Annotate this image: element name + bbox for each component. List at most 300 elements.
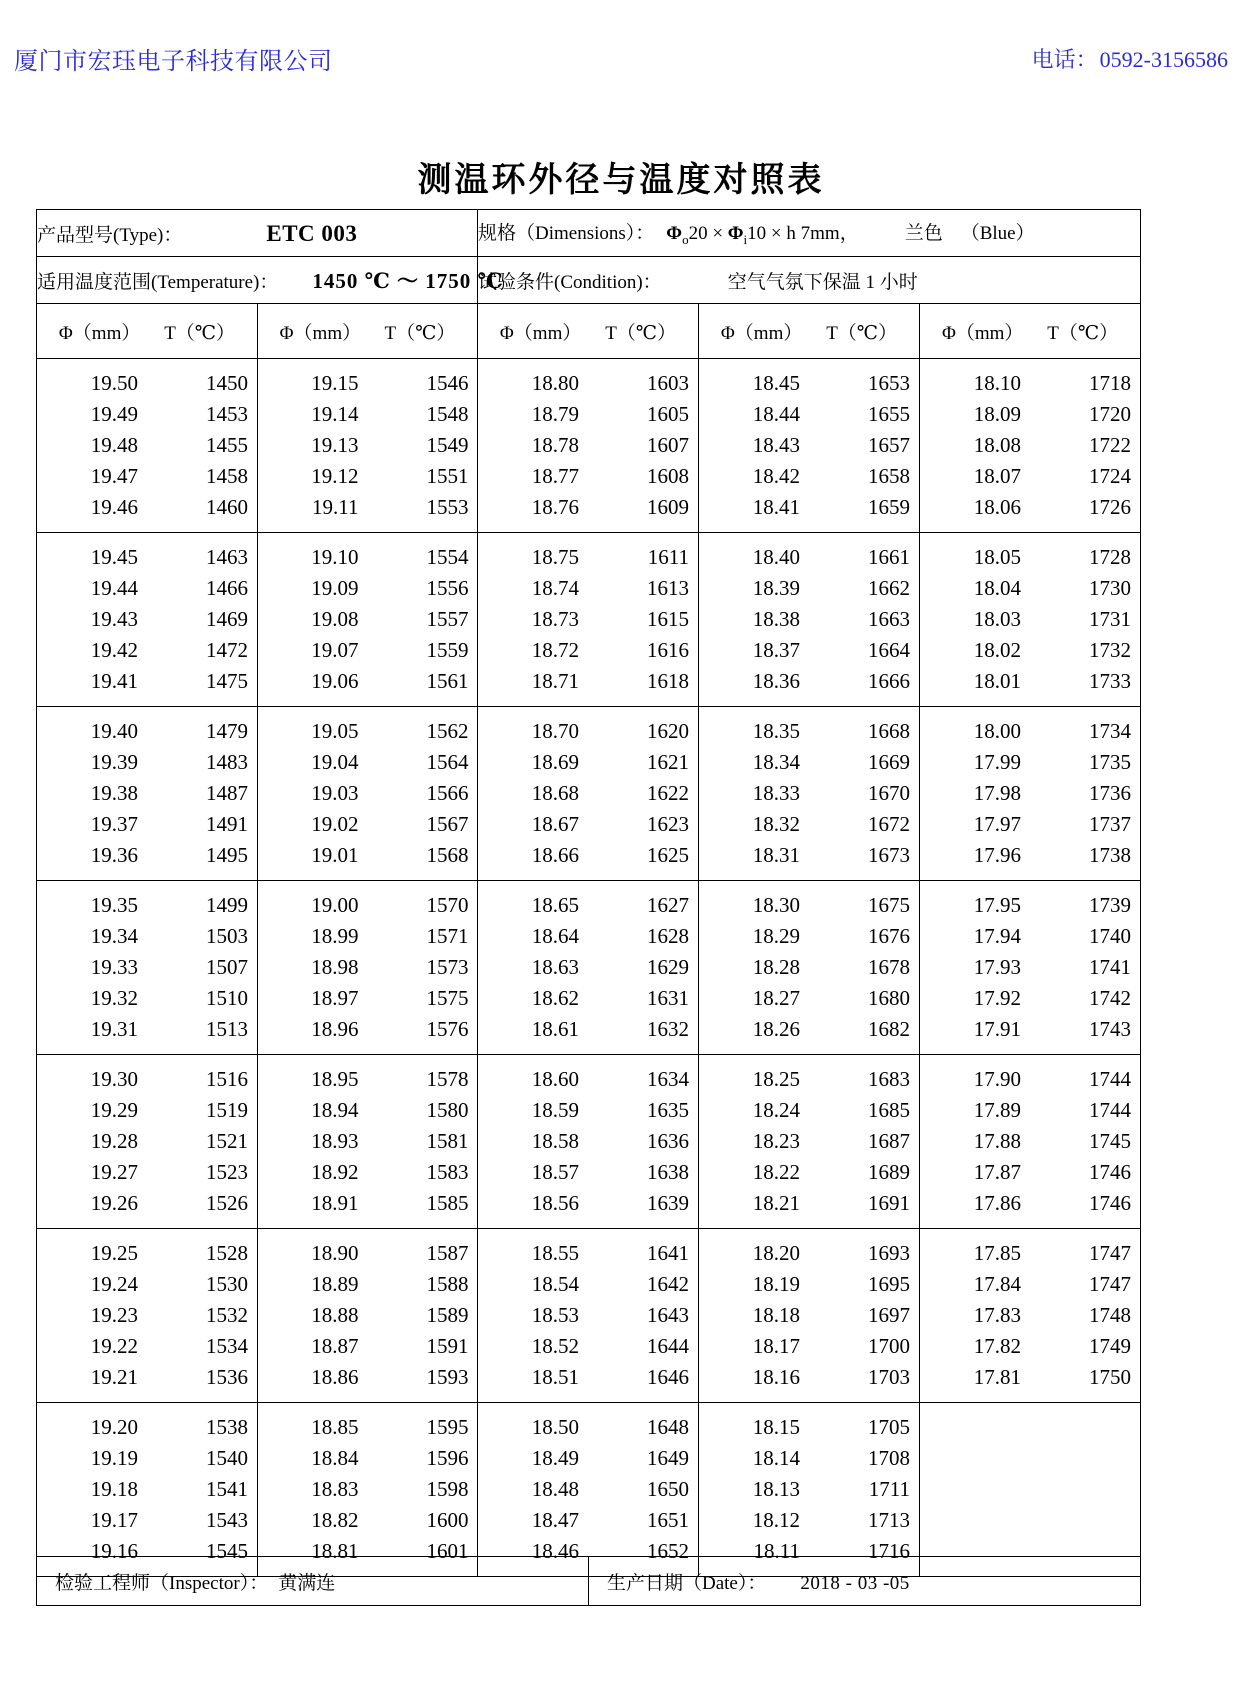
table-row xyxy=(699,747,919,778)
column-header-2 xyxy=(258,304,478,359)
table-row xyxy=(37,747,257,778)
cell-diameter: 18.07 xyxy=(973,464,1022,488)
cell-diameter: 19.36 xyxy=(90,843,138,867)
cell-diameter: 19.06 xyxy=(311,669,359,693)
table-row xyxy=(37,573,257,604)
data-row xyxy=(37,359,1141,1577)
table-row xyxy=(258,635,477,666)
table-row xyxy=(37,809,257,840)
cell-diameter: 18.44 xyxy=(752,402,801,426)
table-row xyxy=(699,890,919,921)
cell-diameter: 18.85 xyxy=(311,1415,359,1439)
cell-diameter: 18.24 xyxy=(752,1098,801,1122)
type-value: ETC 003 xyxy=(266,220,358,246)
cell-diameter: 18.56 xyxy=(531,1191,580,1215)
table-row xyxy=(699,542,919,573)
cell-diameter: 18.29 xyxy=(752,924,801,948)
cell-diameter: 19.29 xyxy=(90,1098,138,1122)
table-row xyxy=(258,1238,477,1269)
cell-temperature: 1499 xyxy=(206,893,248,917)
cell-temperature: 1716 xyxy=(868,1539,911,1563)
table-row xyxy=(478,921,698,952)
cell-diameter: 17.89 xyxy=(973,1098,1022,1122)
header-temp-5: T（℃） xyxy=(1047,322,1119,344)
table-row xyxy=(699,1505,919,1536)
inspector-value: 黄满连 xyxy=(278,1572,336,1594)
cell-temperature: 1736 xyxy=(1089,781,1132,805)
table-row xyxy=(258,1269,477,1300)
data-group xyxy=(37,881,257,1055)
cell-diameter: 18.64 xyxy=(531,924,580,948)
cell-temperature: 1653 xyxy=(868,371,911,395)
cell-diameter: 18.16 xyxy=(752,1365,801,1389)
column-header-3 xyxy=(478,304,699,359)
type-cell xyxy=(37,210,478,257)
cell-temperature: 1554 xyxy=(426,545,469,569)
phi-inner-symbol: Φ xyxy=(727,223,744,245)
cell-temperature: 1673 xyxy=(868,843,911,867)
cell-temperature: 1562 xyxy=(426,719,469,743)
data-group xyxy=(699,1403,919,1576)
cell-temperature: 1747 xyxy=(1089,1272,1132,1296)
cell-temperature: 1661 xyxy=(868,545,911,569)
cell-diameter: 19.09 xyxy=(311,576,359,600)
condition-value: 空气气氛下保温 1 小时 xyxy=(727,271,918,293)
cell-temperature: 1458 xyxy=(206,464,248,488)
table-row xyxy=(920,1157,1140,1188)
cell-diameter: 19.25 xyxy=(90,1241,138,1265)
table-row xyxy=(699,430,919,461)
footer-row xyxy=(37,1557,1141,1606)
cell-temperature: 1607 xyxy=(647,433,690,457)
cell-temperature: 1475 xyxy=(206,669,248,693)
cell-diameter: 19.31 xyxy=(90,1017,138,1041)
table-row xyxy=(478,983,698,1014)
table-row xyxy=(699,952,919,983)
cell-temperature: 1748 xyxy=(1089,1303,1132,1327)
cell-diameter: 19.08 xyxy=(311,607,359,631)
phone-label: 电话： xyxy=(1031,46,1098,72)
date-cell xyxy=(589,1557,1141,1606)
cell-temperature: 1634 xyxy=(647,1067,690,1091)
cell-temperature: 1623 xyxy=(647,812,690,836)
cell-diameter: 19.00 xyxy=(311,893,359,917)
cell-diameter: 18.92 xyxy=(311,1160,359,1184)
cell-diameter: 19.28 xyxy=(90,1129,138,1153)
cell-temperature: 1516 xyxy=(206,1067,248,1091)
cell-temperature: 1635 xyxy=(647,1098,690,1122)
table-row xyxy=(699,1474,919,1505)
table-row xyxy=(37,840,257,871)
cell-temperature: 1503 xyxy=(206,924,248,948)
table-row xyxy=(478,604,698,635)
cell-diameter: 18.23 xyxy=(752,1129,801,1153)
cell-diameter: 19.23 xyxy=(90,1303,138,1327)
cell-temperature: 1530 xyxy=(206,1272,248,1296)
header-temp-2: T（℃） xyxy=(384,322,456,344)
data-group xyxy=(699,1229,919,1403)
cell-diameter: 18.62 xyxy=(531,986,580,1010)
cell-diameter: 19.15 xyxy=(311,371,359,395)
table-row xyxy=(920,809,1140,840)
data-group xyxy=(37,1055,257,1229)
cell-temperature: 1658 xyxy=(868,464,911,488)
cell-diameter: 19.24 xyxy=(90,1272,138,1296)
table-row xyxy=(920,1188,1140,1219)
cell-temperature: 1598 xyxy=(426,1477,469,1501)
table-row xyxy=(478,840,698,871)
data-group xyxy=(920,707,1140,881)
table-row xyxy=(258,1474,477,1505)
table-row xyxy=(920,430,1140,461)
data-group xyxy=(699,881,919,1055)
table-row xyxy=(920,1362,1140,1393)
cell-diameter: 18.73 xyxy=(531,607,580,631)
cell-diameter: 18.39 xyxy=(752,576,801,600)
cell-temperature: 1643 xyxy=(647,1303,690,1327)
data-group xyxy=(478,1229,698,1403)
table-row xyxy=(258,921,477,952)
cell-diameter: 18.59 xyxy=(531,1098,580,1122)
data-column-3 xyxy=(478,359,699,1577)
table-row xyxy=(920,716,1140,747)
cell-diameter: 18.78 xyxy=(531,433,580,457)
cell-temperature: 1613 xyxy=(647,576,690,600)
cell-diameter: 17.91 xyxy=(973,1017,1022,1041)
cell-temperature: 1450 xyxy=(206,371,248,395)
cell-temperature: 1581 xyxy=(426,1129,469,1153)
dimensions-label: 规格（Dimensions）： xyxy=(478,223,655,245)
cell-diameter: 19.03 xyxy=(311,781,359,805)
cell-temperature: 1551 xyxy=(426,464,469,488)
cell-temperature: 1479 xyxy=(206,719,248,743)
cell-diameter: 18.15 xyxy=(752,1415,801,1439)
phi-inner-value: 10 × h 7mm， xyxy=(747,223,859,245)
cell-diameter: 18.34 xyxy=(752,750,801,774)
cell-diameter: 17.84 xyxy=(973,1272,1022,1296)
data-group xyxy=(478,707,698,881)
table-row xyxy=(920,983,1140,1014)
data-group xyxy=(258,707,477,881)
table-row xyxy=(478,1014,698,1045)
cell-diameter: 18.54 xyxy=(531,1272,580,1296)
table-row xyxy=(478,952,698,983)
cell-diameter: 18.08 xyxy=(973,433,1022,457)
table-row xyxy=(478,1331,698,1362)
cell-diameter: 18.57 xyxy=(531,1160,580,1184)
cell-diameter: 18.51 xyxy=(531,1365,580,1389)
cell-diameter: 18.96 xyxy=(311,1017,359,1041)
table-row xyxy=(699,1095,919,1126)
table-row xyxy=(920,1300,1140,1331)
cell-diameter: 18.97 xyxy=(311,986,359,1010)
cell-temperature: 1642 xyxy=(647,1272,690,1296)
table-row xyxy=(699,635,919,666)
table-row xyxy=(37,1300,257,1331)
cell-temperature: 1670 xyxy=(868,781,911,805)
table-row xyxy=(920,747,1140,778)
cell-temperature: 1534 xyxy=(206,1334,248,1358)
cell-diameter: 18.79 xyxy=(531,402,580,426)
cell-temperature: 1657 xyxy=(868,433,911,457)
cell-temperature: 1561 xyxy=(426,669,469,693)
cell-temperature: 1632 xyxy=(647,1017,690,1041)
table-row xyxy=(37,1362,257,1393)
table-row xyxy=(478,1188,698,1219)
cell-diameter: 18.77 xyxy=(531,464,580,488)
cell-temperature: 1742 xyxy=(1089,986,1132,1010)
cell-diameter: 19.22 xyxy=(90,1334,138,1358)
column-header-row xyxy=(37,304,1141,359)
cell-diameter: 18.94 xyxy=(311,1098,359,1122)
cell-diameter: 17.94 xyxy=(973,924,1022,948)
cell-temperature: 1466 xyxy=(206,576,248,600)
cell-diameter: 17.93 xyxy=(973,955,1022,979)
cell-diameter: 18.21 xyxy=(752,1191,801,1215)
cell-temperature: 1676 xyxy=(868,924,911,948)
cell-temperature: 1591 xyxy=(426,1334,469,1358)
table-row xyxy=(699,1269,919,1300)
table-row xyxy=(258,604,477,635)
cell-diameter: 17.98 xyxy=(973,781,1022,805)
cell-diameter: 18.28 xyxy=(752,955,801,979)
cell-diameter: 17.96 xyxy=(973,843,1022,867)
temperature-value: 1450 ℃ ～ 1750 ℃ xyxy=(312,269,504,293)
cell-diameter: 18.86 xyxy=(311,1365,359,1389)
cell-temperature: 1573 xyxy=(426,955,469,979)
table-row xyxy=(699,399,919,430)
table-row xyxy=(920,368,1140,399)
table-row xyxy=(920,952,1140,983)
cell-diameter: 19.01 xyxy=(311,843,359,867)
data-group xyxy=(920,1403,1140,1576)
cell-temperature: 1741 xyxy=(1089,955,1132,979)
cell-temperature: 1523 xyxy=(206,1160,248,1184)
cell-temperature: 1593 xyxy=(426,1365,469,1389)
table-row xyxy=(258,983,477,1014)
cell-temperature: 1583 xyxy=(426,1160,469,1184)
data-group xyxy=(920,881,1140,1055)
cell-temperature: 1603 xyxy=(647,371,690,395)
table-row xyxy=(699,1064,919,1095)
phi-outer-symbol: Φ xyxy=(666,223,683,245)
cell-diameter: 19.02 xyxy=(311,812,359,836)
cell-diameter: 19.37 xyxy=(90,812,138,836)
cell-diameter: 18.30 xyxy=(752,893,801,917)
cell-diameter: 18.66 xyxy=(531,843,580,867)
cell-diameter: 18.05 xyxy=(973,545,1022,569)
cell-temperature: 1693 xyxy=(868,1241,911,1265)
table-row xyxy=(699,1412,919,1443)
table-row xyxy=(478,1126,698,1157)
condition-label: 试验条件(Condition)： xyxy=(478,271,662,293)
table-row xyxy=(920,840,1140,871)
data-group xyxy=(699,533,919,707)
cell-diameter: 19.39 xyxy=(90,750,138,774)
cell-diameter: 19.41 xyxy=(90,669,138,693)
table-row xyxy=(258,1064,477,1095)
data-group xyxy=(258,1403,477,1576)
cell-diameter: 18.01 xyxy=(973,669,1022,693)
table-row xyxy=(478,368,698,399)
cell-diameter: 19.16 xyxy=(90,1539,138,1563)
cell-temperature: 1589 xyxy=(426,1303,469,1327)
table-row xyxy=(699,461,919,492)
cell-diameter: 18.50 xyxy=(531,1415,580,1439)
table-row xyxy=(37,1188,257,1219)
date-value: 2018 - 03 -05 xyxy=(800,1572,910,1594)
cell-diameter: 18.93 xyxy=(311,1129,359,1153)
cell-temperature: 1532 xyxy=(206,1303,248,1327)
table-row xyxy=(258,542,477,573)
cell-diameter: 18.68 xyxy=(531,781,580,805)
cell-diameter: 18.37 xyxy=(752,638,801,662)
cell-temperature: 1639 xyxy=(647,1191,690,1215)
table-row xyxy=(478,778,698,809)
cell-diameter: 18.25 xyxy=(752,1067,801,1091)
cell-temperature: 1687 xyxy=(868,1129,911,1153)
cell-temperature: 1680 xyxy=(868,986,911,1010)
cell-diameter: 18.63 xyxy=(531,955,580,979)
cell-temperature: 1549 xyxy=(426,433,469,457)
table-row xyxy=(37,778,257,809)
cell-temperature: 1557 xyxy=(426,607,469,631)
cell-diameter: 19.19 xyxy=(90,1446,138,1470)
cell-temperature: 1521 xyxy=(206,1129,248,1153)
cell-diameter: 18.10 xyxy=(973,371,1022,395)
data-group xyxy=(37,359,257,533)
data-group xyxy=(37,707,257,881)
cell-diameter: 18.81 xyxy=(311,1539,359,1563)
data-group xyxy=(37,1229,257,1403)
dimensions-value xyxy=(666,218,858,248)
cell-diameter: 19.30 xyxy=(90,1067,138,1091)
cell-temperature: 1730 xyxy=(1089,576,1132,600)
header-phi-1: Φ（mm） xyxy=(58,322,141,344)
cell-diameter: 19.10 xyxy=(311,545,359,569)
table-row xyxy=(258,809,477,840)
cell-diameter: 17.83 xyxy=(973,1303,1022,1327)
cell-temperature: 1543 xyxy=(206,1508,248,1532)
cell-temperature: 1745 xyxy=(1089,1129,1132,1153)
cell-temperature: 1651 xyxy=(647,1508,690,1532)
cell-temperature: 1722 xyxy=(1089,433,1132,457)
table-row xyxy=(37,1474,257,1505)
cell-diameter: 18.42 xyxy=(752,464,801,488)
data-group xyxy=(258,1229,477,1403)
cell-diameter: 18.02 xyxy=(973,638,1022,662)
cell-diameter: 19.14 xyxy=(311,402,359,426)
cell-temperature: 1605 xyxy=(647,402,690,426)
table-row xyxy=(920,1126,1140,1157)
cell-diameter: 18.19 xyxy=(752,1272,801,1296)
cell-temperature: 1460 xyxy=(206,495,248,519)
table-row xyxy=(258,716,477,747)
table-row xyxy=(699,1443,919,1474)
data-group xyxy=(258,881,477,1055)
cell-temperature: 1469 xyxy=(206,607,248,631)
table-row xyxy=(920,1269,1140,1300)
table-row xyxy=(478,716,698,747)
phi-outer-subscript: o xyxy=(682,231,689,247)
color-label-en: （Blue） xyxy=(960,223,1035,245)
cell-diameter: 18.00 xyxy=(973,719,1022,743)
table-row xyxy=(920,1095,1140,1126)
cell-diameter: 18.48 xyxy=(531,1477,580,1501)
cell-diameter: 19.38 xyxy=(90,781,138,805)
cell-temperature: 1695 xyxy=(868,1272,911,1296)
cell-temperature: 1666 xyxy=(868,669,911,693)
phi-inner-subscript: i xyxy=(743,231,748,247)
cell-diameter: 18.20 xyxy=(752,1241,801,1265)
cell-diameter: 17.82 xyxy=(973,1334,1022,1358)
cell-diameter: 18.88 xyxy=(311,1303,359,1327)
cell-diameter: 18.14 xyxy=(752,1446,801,1470)
cell-temperature: 1463 xyxy=(206,545,248,569)
cell-temperature: 1744 xyxy=(1089,1098,1132,1122)
cell-temperature: 1733 xyxy=(1089,669,1132,693)
cell-temperature: 1548 xyxy=(426,402,469,426)
cell-diameter: 19.43 xyxy=(90,607,138,631)
cell-temperature: 1567 xyxy=(426,812,469,836)
table-row xyxy=(478,1362,698,1393)
cell-temperature: 1689 xyxy=(868,1160,911,1184)
cell-temperature: 1616 xyxy=(647,638,690,662)
cell-diameter: 18.26 xyxy=(752,1017,801,1041)
table-row xyxy=(920,635,1140,666)
cell-diameter: 19.35 xyxy=(90,893,138,917)
cell-temperature: 1735 xyxy=(1089,750,1132,774)
table-row xyxy=(37,716,257,747)
cell-temperature: 1487 xyxy=(206,781,248,805)
table-row xyxy=(478,1157,698,1188)
cell-temperature: 1672 xyxy=(868,812,911,836)
cell-diameter: 18.47 xyxy=(531,1508,580,1532)
cell-temperature: 1631 xyxy=(647,986,690,1010)
table-row xyxy=(699,1188,919,1219)
cell-temperature: 1588 xyxy=(426,1272,469,1296)
cell-diameter: 19.42 xyxy=(90,638,138,662)
cell-temperature: 1663 xyxy=(868,607,911,631)
cell-diameter: 19.33 xyxy=(90,955,138,979)
cell-diameter: 19.49 xyxy=(90,402,138,426)
table-row xyxy=(920,890,1140,921)
cell-diameter: 18.33 xyxy=(752,781,801,805)
cell-diameter: 17.81 xyxy=(973,1365,1022,1389)
data-group xyxy=(258,359,477,533)
cell-diameter: 19.44 xyxy=(90,576,138,600)
cell-temperature: 1662 xyxy=(868,576,911,600)
cell-diameter: 18.13 xyxy=(752,1477,801,1501)
cell-temperature: 1744 xyxy=(1089,1067,1132,1091)
cell-diameter: 17.92 xyxy=(973,986,1022,1010)
cell-temperature: 1641 xyxy=(647,1241,690,1265)
cell-diameter: 19.04 xyxy=(311,750,359,774)
cell-temperature: 1622 xyxy=(647,781,690,805)
info-row-temperature xyxy=(37,257,1141,304)
table-row xyxy=(258,1188,477,1219)
cell-temperature: 1627 xyxy=(647,893,690,917)
cell-temperature: 1587 xyxy=(426,1241,469,1265)
cell-temperature: 1513 xyxy=(206,1017,248,1041)
cell-diameter: 18.03 xyxy=(973,607,1022,631)
dimensions-cell xyxy=(478,210,1141,257)
cell-temperature: 1668 xyxy=(868,719,911,743)
table-row xyxy=(920,1331,1140,1362)
cell-temperature: 1664 xyxy=(868,638,911,662)
column-header-4 xyxy=(699,304,920,359)
table-row xyxy=(37,1443,257,1474)
